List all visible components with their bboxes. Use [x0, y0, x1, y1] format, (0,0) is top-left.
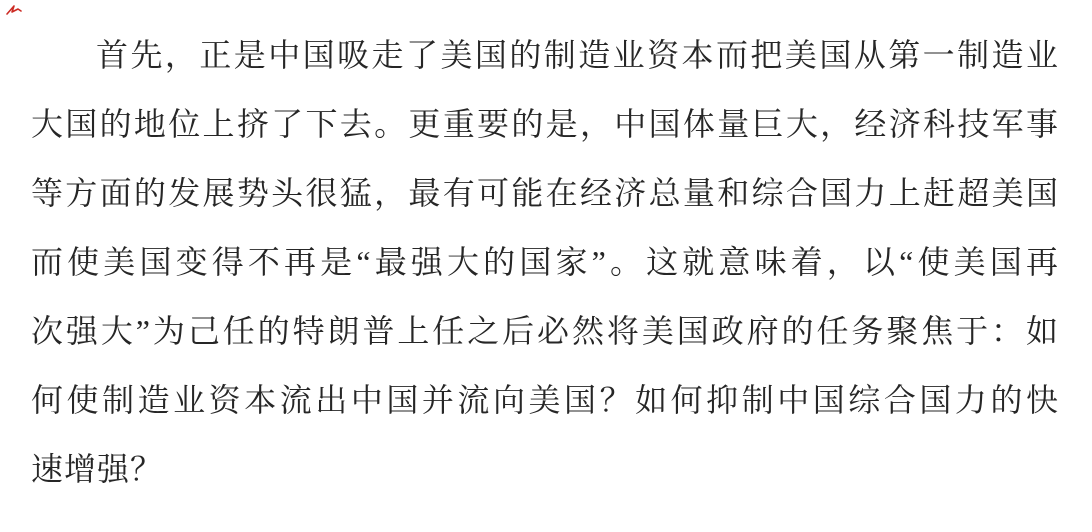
text-line: 首先，正是中国吸走了美国的制造业资本而把美国从第一制造业: [96, 37, 1059, 73]
text-line: 次强大”为己任的特朗普上任之后必然将美国政府的任务聚焦于：如: [31, 313, 1059, 349]
red-pen-mark-icon: [5, 3, 25, 19]
text-line: 而使美国变得不再是“最强大的国家”。这就意味着，以“使美国再: [31, 244, 1059, 280]
text-line: 速增强？: [31, 451, 164, 487]
text-line: 何使制造业资本流出中国并流向美国？如何抑制中国综合国力的快: [31, 382, 1059, 418]
text-line: 大国的地位上挤了下去。更重要的是，中国体量巨大，经济科技军事: [31, 106, 1059, 142]
text-line: 等方面的发展势头很猛，最有可能在经济总量和综合国力上赶超美国: [31, 175, 1059, 211]
paragraph: [31, 21, 1059, 504]
